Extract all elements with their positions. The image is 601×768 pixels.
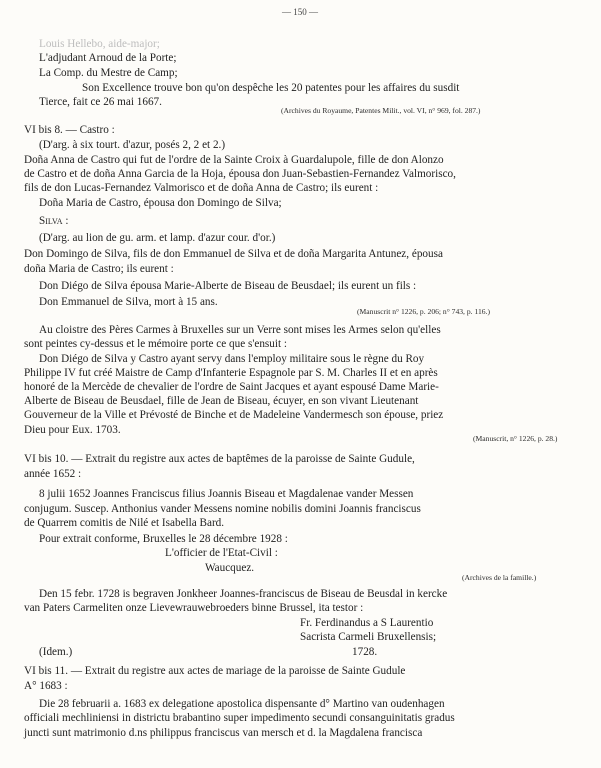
text-line: Fr. Ferdinandus a S Laurentio — [300, 617, 434, 629]
text-line: L'officier de l'Etat-Civil : — [165, 547, 278, 559]
section-heading: VI bis 10. — Extrait du registre aux actes de baptêmes de la paroisse de Sainte Gudule, — [24, 453, 415, 465]
text-line: Gouverneur de la Ville et Prévosté de Binche et de Madeleine Vandermesch son épouse, priez — [24, 409, 444, 421]
text-line: Don Domingo de Silva, fils de don Emmanuel de Silva et de doña Margarita Antunez, épousa — [24, 248, 443, 260]
text-line: A° 1683 : — [24, 680, 68, 692]
text-line: sont peintes cy-dessus et le mémoire porte ce que s'ensuit : — [24, 338, 287, 350]
text-line: (Idem.) — [39, 646, 73, 658]
text-line: Philippe IV fut créé Maistre de Camp d'Infanterie Espagnole par S. M. Charles II et en après — [24, 367, 438, 379]
text-line: (D'arg. au lion de gu. arm. et lamp. d'azur cour. d'or.) — [39, 232, 276, 244]
text-line: L'adjudant Arnoud de la Porte; — [39, 52, 177, 64]
text-line: juncti sunt matrimonio d.ns philippus franciscus van mersch et d. la Magdalena francisca — [24, 727, 423, 739]
text-line: Alberte de Biseau de Beusdael, fille de Jean de Biseau, écuyer, en son vivant Lieutenant — [24, 395, 419, 407]
text-line: (D'arg. à six tourt. d'azur, posés 2, 2 et 2.) — [39, 139, 226, 151]
text-line: Don Emmanuel de Silva, mort à 15 ans. — [39, 296, 218, 308]
section-heading: VI bis 8. — Castro : — [24, 124, 115, 136]
text-line: officiali mechliniensi in districtu brabantino super impedimento secundi consanguinitatis gradus — [24, 712, 455, 724]
text-line: de Quarrem comitis de Nilé et Isabella Bard. — [24, 517, 225, 529]
text-line: fils de don Lucas-Fernandez Valmorisco et de doña Anna de Castro; ils eurent : — [24, 182, 379, 194]
source-citation: (Manuscrit, n° 1226, p. 28.) — [473, 434, 558, 443]
text-line: Au cloistre des Pères Carmes à Bruxelles sur un Verre sont mises les Armes selon qu'elles — [39, 324, 441, 336]
text-line: Don Diégo de Silva y Castro ayant servy dans l'employ militaire sous le règne du Roy — [39, 353, 425, 365]
text-line: conjugum. Suscep. Anthonius vander Messens nomine nobilis domini Joannis franciscus — [24, 503, 421, 515]
text-line: 8 julii 1652 Joannes Franciscus filius Joannis Biseau et Magdalenae vander Messen — [39, 488, 414, 500]
source-citation: (Archives de la famille.) — [462, 573, 537, 582]
text-line: Die 28 februarii a. 1683 ex delegatione apostolica dispensante d° Martino van oudenhagen — [39, 698, 445, 710]
text-line: La Comp. du Mestre de Camp; — [39, 67, 178, 79]
page-number: — 150 — — [282, 7, 318, 17]
text-line: année 1652 : — [24, 468, 82, 480]
text-line: Den 15 febr. 1728 is begraven Jonkheer Joannes-franciscus de Biseau de Beusdal in kercke — [39, 588, 448, 600]
text-line: Don Diégo de Silva épousa Marie-Alberte de Biseau de Beusdael; ils eurent un fils : — [39, 280, 417, 292]
section-heading: VI bis 11. — Extrait du registre aux actes de mariage de la paroisse de Sainte Gudule — [24, 665, 406, 677]
text-line: de Castro et de doña Anna Garcia de la Hoja, épousa don Juan-Sebastien-Fernandez Valmorisco, — [24, 168, 456, 180]
text-line: Pour extrait conforme, Bruxelles le 28 décembre 1928 : — [39, 533, 288, 545]
text-line: Louis Hellebo, aide-major; — [39, 38, 160, 50]
text-line: Doña Anna de Castro qui fut de l'ordre de la Sainte Croix à Guardalupole, fille de don Alonzo — [24, 154, 444, 166]
subheading: Silva : — [39, 215, 69, 227]
text-line: Doña Maria de Castro, épousa don Domingo de Silva; — [39, 197, 282, 209]
text-line: Sacrista Carmeli Bruxellensis; — [300, 631, 437, 643]
source-citation: (Manuscrit n° 1226, p. 206; n° 743, p. 116.) — [357, 307, 490, 316]
text-line: Dieu pour Eux. 1703. — [24, 424, 121, 436]
text-line: 1728. — [352, 646, 378, 658]
text-line: van Paters Carmeliten onze Lievewrauwebroeders binne Brussel, ita testor : — [24, 602, 364, 614]
text-line: Tierce, fait ce 26 mai 1667. — [39, 96, 162, 108]
text-line: honoré de la Mercède de chevalier de l'ordre de Saint Jacques et ayant espousé Dame Marie- — [24, 381, 439, 393]
source-citation: (Archives du Royaume, Patentes Milit., vol. VI, n° 969, fol. 287.) — [281, 106, 481, 115]
signature-name: Waucquez. — [205, 562, 255, 574]
text-line: doña Maria de Castro; ils eurent : — [24, 263, 174, 275]
text-line: Son Excellence trouve bon qu'on despêche les 20 patentes pour les affaires du susdit — [82, 82, 460, 94]
